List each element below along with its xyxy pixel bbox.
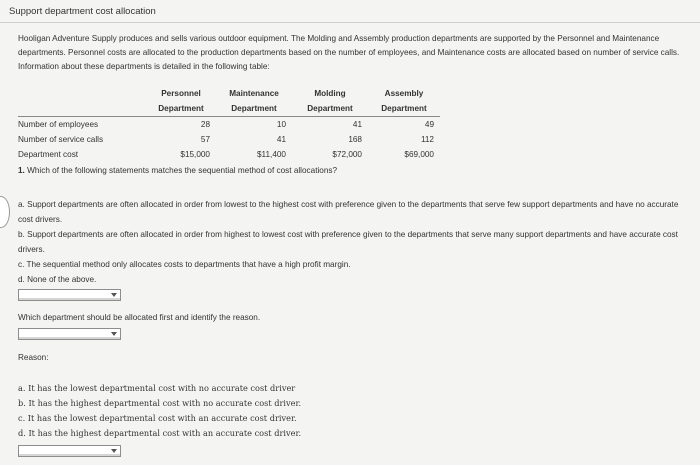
page-title: Support department cost allocation bbox=[9, 6, 156, 17]
row-label: Number of service calls bbox=[18, 135, 104, 144]
cell: $72,000 bbox=[332, 150, 362, 159]
scroll-handle[interactable] bbox=[0, 196, 10, 228]
option-c: c. The sequential method only allocates costs to departments that have a high profit margin. bbox=[18, 260, 351, 269]
reason-option-d: d. It has the highest departmental cost with an accurate cost driver. bbox=[18, 428, 302, 438]
header-personnel: Personnel bbox=[161, 89, 201, 98]
header-assembly-2: Department bbox=[368, 101, 440, 117]
table-row bbox=[18, 132, 440, 147]
reason-options bbox=[18, 381, 301, 441]
cell: $69,000 bbox=[404, 150, 434, 159]
cell: $15,000 bbox=[180, 150, 210, 159]
option-b: b. Support departments are often allocated in order from highest to lowest cost with preference given to the departments that serve many support departments and have accurate cost drivers. bbox=[18, 230, 678, 254]
question-1-options bbox=[18, 197, 690, 287]
cell: 28 bbox=[200, 120, 210, 129]
reason-dropdown[interactable] bbox=[18, 445, 121, 457]
department-dropdown[interactable] bbox=[18, 328, 121, 340]
title-divider bbox=[0, 22, 700, 23]
question-1-text: Which of the following statements matches the sequential method of cost allocations? bbox=[27, 166, 338, 175]
department-table bbox=[18, 86, 440, 162]
cell: 168 bbox=[348, 135, 362, 144]
question-2-text: Which department should be allocated first and identify the reason. bbox=[18, 313, 261, 322]
answer-1-dropdown[interactable] bbox=[18, 289, 121, 301]
header-molding-2: Department bbox=[292, 101, 368, 117]
row-label: Number of employees bbox=[18, 120, 99, 129]
cell: $11,400 bbox=[257, 150, 286, 159]
cell: 57 bbox=[200, 135, 210, 144]
table-corner bbox=[18, 86, 146, 101]
reason-option-c: c. It has the lowest departmental cost with an accurate cost driver. bbox=[18, 413, 297, 423]
header-personnel-2: Department bbox=[146, 101, 216, 117]
header-maintenance: Maintenance bbox=[229, 89, 279, 98]
question-1-number: 1. bbox=[18, 166, 25, 175]
table-row bbox=[18, 147, 440, 162]
cell: 41 bbox=[352, 120, 362, 129]
cell: 10 bbox=[276, 120, 286, 129]
row-label: Department cost bbox=[18, 150, 79, 159]
option-a: a. Support departments are often allocated in order from lowest to the highest cost with preference given to the departments that serve few support departments and have no accurate cost drivers. bbox=[18, 200, 679, 224]
cell: 112 bbox=[420, 135, 434, 144]
chevron-down-icon bbox=[111, 332, 117, 336]
option-d: d. None of the above. bbox=[18, 275, 97, 284]
header-maintenance-2: Department bbox=[216, 101, 292, 117]
reason-option-a: a. It has the lowest departmental cost with no accurate cost driver bbox=[18, 383, 296, 393]
table-row bbox=[18, 117, 440, 133]
reason-label: Reason: bbox=[18, 353, 49, 362]
header-assembly: Assembly bbox=[384, 89, 424, 98]
cell: 41 bbox=[276, 135, 286, 144]
intro-paragraph: Hooligan Adventure Supply produces and sells various outdoor equipment. The Molding and Assembly production departments are supported by the Personnel and Maintenance departments. Personnel costs are allocated to the production departments based on the number of employees, and Maintenance costs are allocated based on number of service calls. Information about these departments is detailed in the following table: bbox=[18, 34, 680, 71]
chevron-down-icon bbox=[111, 293, 117, 297]
chevron-down-icon bbox=[111, 449, 117, 453]
table-corner-2 bbox=[18, 101, 146, 117]
header-molding: Molding bbox=[314, 89, 346, 98]
reason-option-b: b. It has the highest departmental cost with no accurate cost driver. bbox=[18, 398, 302, 408]
question-1 bbox=[18, 166, 337, 175]
cell: 49 bbox=[424, 120, 434, 129]
